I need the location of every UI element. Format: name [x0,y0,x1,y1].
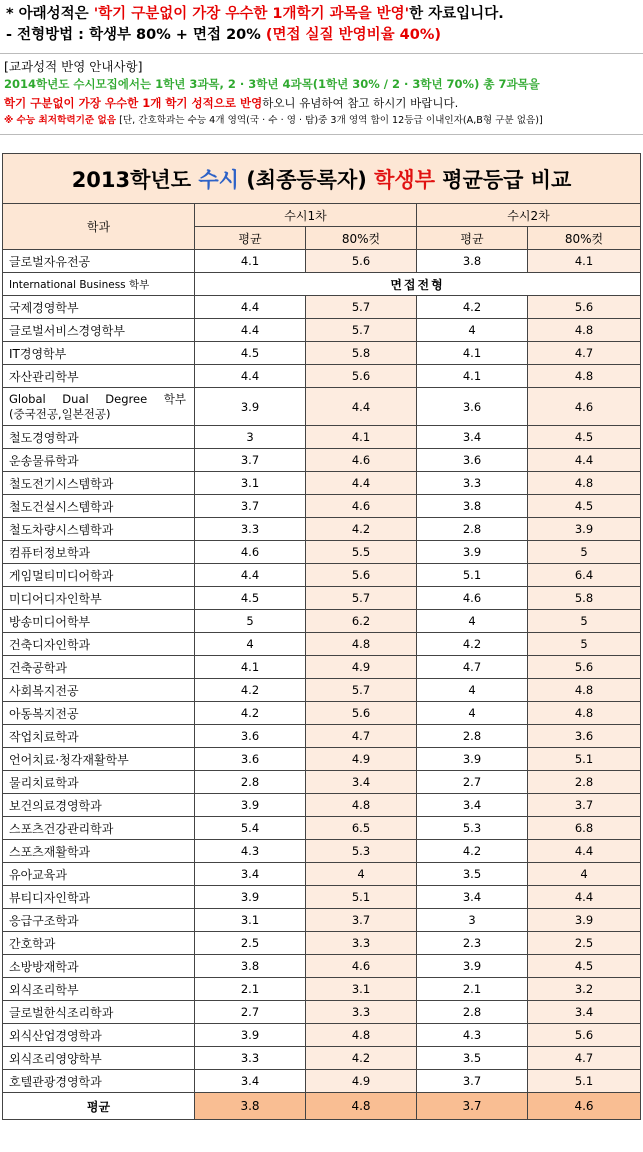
round1-avg-cell: 3.3 [195,518,306,541]
table-row [3,909,641,932]
round1-cut-cell: 3.3 [306,1001,417,1024]
round1-cut-cell: 5.6 [306,365,417,388]
dept-name-cell: 건축디자인학과 [3,633,195,656]
table-row [3,702,641,725]
round2-cut-cell: 5.6 [528,656,641,679]
footer-value-cell: 3.7 [417,1093,528,1120]
round1-cut-cell: 4.4 [306,472,417,495]
round2-cut-cell: 3.9 [528,909,641,932]
round1-cut-cell: 5.3 [306,840,417,863]
round2-cut-cell: 5 [528,541,641,564]
column-header-dept: 학과 [3,204,195,250]
table-row [3,388,641,426]
table-row [3,610,641,633]
table-row [3,748,641,771]
table-row [3,932,641,955]
dept-name: Global Dual Degree 학부 [9,392,186,406]
round2-cut-cell: 4.8 [528,702,641,725]
round2-avg-cell: 2.8 [417,1001,528,1024]
dept-name-sub: (중국전공,일본전공) [9,407,111,421]
round1-cut-cell: 4.1 [306,426,417,449]
table-row [3,1070,641,1093]
footer-label: 평균 [3,1093,195,1120]
dept-name-cell: 간호학과 [3,932,195,955]
notice-text: 하오니 유념하여 참고 하시기 바랍니다. [262,96,459,110]
dept-name-cell: 건축공학과 [3,656,195,679]
table-row [3,794,641,817]
round1-avg-cell: 3.6 [195,725,306,748]
dept-name-cell: 철도건설시스템학과 [3,495,195,518]
round2-avg-cell: 3.9 [417,955,528,978]
round2-cut-cell: 6.4 [528,564,641,587]
round1-avg-cell: 4.5 [195,587,306,610]
round1-cut-cell: 5.1 [306,886,417,909]
round2-avg-cell: 2.8 [417,725,528,748]
round1-avg-cell: 2.7 [195,1001,306,1024]
round2-cut-cell: 4.5 [528,495,641,518]
round2-cut-cell: 4.4 [528,449,641,472]
round2-cut-cell: 5.6 [528,1024,641,1047]
round2-cut-cell: 3.2 [528,978,641,1001]
round2-avg-cell: 5.3 [417,817,528,840]
round2-cut-cell: 5.6 [528,296,641,319]
dept-name-cell: 유아교육과 [3,863,195,886]
table-row [3,1001,641,1024]
round2-cut-cell: 4.7 [528,1047,641,1070]
round2-avg-cell: 3 [417,909,528,932]
footer-value-cell: 3.8 [195,1093,306,1120]
round2-avg-cell: 4.1 [417,342,528,365]
round1-avg-cell: 3.7 [195,495,306,518]
round1-cut-cell: 4.2 [306,1047,417,1070]
table-row [3,1047,641,1070]
round2-avg-cell: 2.7 [417,771,528,794]
round2-avg-cell: 4.2 [417,296,528,319]
round2-avg-cell: 4.6 [417,587,528,610]
table-row [3,679,641,702]
round1-avg-cell: 3 [195,426,306,449]
dept-name-cell: 호텔관광경영학과 [3,1070,195,1093]
round2-cut-cell: 3.7 [528,794,641,817]
table-row [3,296,641,319]
table-row [3,587,641,610]
table-row [3,273,641,296]
table-title: 2013학년도 수시 (최종등록자) 학생부 평균등급 비교 [3,154,641,204]
column-header-round2: 수시2차 [417,204,641,227]
dept-name-cell: 글로벌서비스경영학부 [3,319,195,342]
round2-cut-cell: 4.5 [528,426,641,449]
round2-avg-cell: 4.1 [417,365,528,388]
round1-avg-cell: 3.4 [195,863,306,886]
table-footer-row [3,1093,641,1120]
round1-cut-cell: 4.6 [306,449,417,472]
round2-avg-cell: 2.8 [417,518,528,541]
round2-avg-cell: 4 [417,610,528,633]
round1-avg-cell: 3.1 [195,909,306,932]
round2-avg-cell: 4 [417,679,528,702]
round1-cut-cell: 4.8 [306,794,417,817]
round1-avg-cell: 3.9 [195,886,306,909]
header-text: - 전형방법 : 학생부 80% + 면접 20% [6,27,266,43]
notice-line-3 [4,113,643,129]
round1-cut-cell: 5.8 [306,342,417,365]
round1-avg-cell: 3.7 [195,449,306,472]
dept-name-cell: 작업치료학과 [3,725,195,748]
round1-avg-cell: 3.4 [195,1070,306,1093]
round1-avg-cell: 3.9 [195,1024,306,1047]
column-header-cut: 80%컷 [306,227,417,250]
round2-avg-cell: 3.4 [417,426,528,449]
column-header-round1: 수시1차 [195,204,417,227]
round2-cut-cell: 4.5 [528,955,641,978]
round1-cut-cell: 4.2 [306,518,417,541]
table-row [3,633,641,656]
round1-cut-cell: 3.7 [306,909,417,932]
round1-avg-cell: 3.1 [195,472,306,495]
header-highlight: (면접 실질 반영비율 40%) [265,27,441,43]
round2-avg-cell: 3.8 [417,250,528,273]
round1-cut-cell: 5.7 [306,587,417,610]
round2-cut-cell: 5 [528,633,641,656]
round2-cut-cell: 2.8 [528,771,641,794]
round2-avg-cell: 3.9 [417,748,528,771]
round1-avg-cell: 4.1 [195,656,306,679]
round2-cut-cell: 2.5 [528,932,641,955]
round1-cut-cell: 6.2 [306,610,417,633]
notice-highlight: 학기 구분없이 가장 우수한 1개 학기 성적으로 반영 [4,96,263,110]
table-row [3,725,641,748]
dept-name-cell: International Business 학부 [3,273,195,296]
round1-avg-cell: 4.4 [195,296,306,319]
table-title-row [3,154,641,204]
dept-name-cell [3,388,195,426]
round2-avg-cell: 4 [417,702,528,725]
round1-cut-cell: 4.8 [306,633,417,656]
round2-avg-cell: 3.6 [417,388,528,426]
round1-cut-cell: 4.9 [306,656,417,679]
round2-avg-cell: 3.6 [417,449,528,472]
round1-cut-cell: 3.1 [306,978,417,1001]
table-row [3,817,641,840]
round1-cut-cell: 5.6 [306,702,417,725]
dept-name-cell: 글로벌자유전공 [3,250,195,273]
round1-avg-cell: 3.8 [195,955,306,978]
header-line-1 [6,4,643,25]
round1-avg-cell: 4.3 [195,840,306,863]
table-header-row [3,204,641,227]
round1-cut-cell: 4.9 [306,748,417,771]
round1-cut-cell: 4 [306,863,417,886]
round1-avg-cell: 5 [195,610,306,633]
table-row [3,840,641,863]
round1-cut-cell: 5.6 [306,250,417,273]
round1-cut-cell: 5.7 [306,296,417,319]
column-header-avg: 평균 [417,227,528,250]
footer-value-cell: 4.8 [306,1093,417,1120]
table-row [3,319,641,342]
dept-name-cell: 글로벌한식조리학과 [3,1001,195,1024]
table-row [3,771,641,794]
round2-avg-cell: 4.2 [417,840,528,863]
round1-cut-cell: 5.5 [306,541,417,564]
round1-avg-cell: 4.4 [195,564,306,587]
dept-name-cell: 게임멀티미디어학과 [3,564,195,587]
round1-avg-cell: 4.2 [195,702,306,725]
table-row [3,518,641,541]
round1-cut-cell: 4.4 [306,388,417,426]
dept-name-cell: 스포츠재활학과 [3,840,195,863]
table-row [3,250,641,273]
round2-cut-cell: 4 [528,863,641,886]
dept-name-cell: 소방방재학과 [3,955,195,978]
footer-value-cell: 4.6 [528,1093,641,1120]
dept-name-cell: 운송물류학과 [3,449,195,472]
dept-name-cell: 철도전기시스템학과 [3,472,195,495]
table-row [3,472,641,495]
round2-cut-cell: 4.7 [528,342,641,365]
round1-avg-cell: 4.1 [195,250,306,273]
round1-cut-cell: 4.6 [306,955,417,978]
dept-name-cell: 방송미디어학부 [3,610,195,633]
round2-cut-cell: 6.8 [528,817,641,840]
round2-avg-cell: 3.7 [417,1070,528,1093]
round1-avg-cell: 4 [195,633,306,656]
round1-cut-cell: 4.7 [306,725,417,748]
round2-cut-cell: 4.4 [528,840,641,863]
round1-avg-cell: 2.5 [195,932,306,955]
round2-avg-cell: 4.2 [417,633,528,656]
column-header-avg: 평균 [195,227,306,250]
column-header-cut: 80%컷 [528,227,641,250]
table-row [3,541,641,564]
header-text: * 아래성적은 [6,6,94,22]
round1-avg-cell: 3.6 [195,748,306,771]
dept-name-cell: 아동복지전공 [3,702,195,725]
table-row [3,978,641,1001]
table-row [3,863,641,886]
round2-cut-cell: 4.8 [528,679,641,702]
header-line-2 [6,25,643,46]
notice-line-1: 2014학년도 수시모집에서는 1학년 3과목, 2 · 3학년 4과목(1학년 30% / 2 · 3학년 70%) 총 7과목을 [4,77,540,91]
notice-box [0,53,643,135]
table-row [3,656,641,679]
round2-cut-cell: 5.1 [528,1070,641,1093]
dept-name-cell: 뷰티디자인학과 [3,886,195,909]
round2-avg-cell: 3.8 [417,495,528,518]
round1-avg-cell: 3.9 [195,794,306,817]
table-row [3,495,641,518]
table-row [3,564,641,587]
round2-cut-cell: 5.1 [528,748,641,771]
round2-avg-cell: 3.9 [417,541,528,564]
dept-name-cell: 외식산업경영학과 [3,1024,195,1047]
round2-avg-cell: 3.4 [417,794,528,817]
table-row [3,955,641,978]
round1-cut-cell: 4.9 [306,1070,417,1093]
table-row [3,886,641,909]
round2-avg-cell: 2.3 [417,932,528,955]
round2-cut-cell: 5.8 [528,587,641,610]
round1-avg-cell: 5.4 [195,817,306,840]
dept-name-cell: 국제경영학부 [3,296,195,319]
dept-name-cell: 컴퓨터정보학과 [3,541,195,564]
round2-avg-cell: 2.1 [417,978,528,1001]
notice-highlight: ※ 수능 최저학력기준 없음 [4,115,117,126]
round2-cut-cell: 3.4 [528,1001,641,1024]
round2-avg-cell: 3.5 [417,863,528,886]
round1-avg-cell: 4.2 [195,679,306,702]
round1-avg-cell: 2.8 [195,771,306,794]
round1-avg-cell: 2.1 [195,978,306,1001]
dept-name-cell: 스포츠건강관리학과 [3,817,195,840]
dept-name-cell: 외식조리영양학부 [3,1047,195,1070]
round2-avg-cell: 3.3 [417,472,528,495]
header-highlight: '학기 구분없이 가장 우수한 1개학기 과목을 반영' [93,6,410,22]
round2-cut-cell: 4.8 [528,365,641,388]
table-row [3,426,641,449]
round2-cut-cell: 4.8 [528,472,641,495]
round2-cut-cell: 4.4 [528,886,641,909]
round2-avg-cell: 4.7 [417,656,528,679]
round1-avg-cell: 4.6 [195,541,306,564]
round1-cut-cell: 3.3 [306,932,417,955]
round2-cut-cell: 4.8 [528,319,641,342]
dept-name-cell: 미디어디자인학부 [3,587,195,610]
round2-cut-cell: 4.6 [528,388,641,426]
dept-name-cell: 보건의료경영학과 [3,794,195,817]
round2-cut-cell: 3.9 [528,518,641,541]
round1-avg-cell: 4.5 [195,342,306,365]
round2-avg-cell: 3.4 [417,886,528,909]
dept-name-cell: IT경영학부 [3,342,195,365]
dept-name-cell: 사회복지전공 [3,679,195,702]
round1-cut-cell: 5.7 [306,679,417,702]
round1-cut-cell: 4.8 [306,1024,417,1047]
table-row [3,449,641,472]
round1-cut-cell: 4.6 [306,495,417,518]
dept-name-cell: 외식조리학부 [3,978,195,1001]
round1-cut-cell: 5.7 [306,319,417,342]
page-header [0,0,643,49]
grades-table [2,153,641,1120]
round1-avg-cell: 4.4 [195,319,306,342]
table-row [3,365,641,388]
table-row [3,1024,641,1047]
dept-name-cell: 철도경영학과 [3,426,195,449]
round2-cut-cell: 5 [528,610,641,633]
notice-text: [단, 간호학과는 수능 4개 영역(국 · 수 · 영 · 탐)중 3개 영역 합이 12등급 이내인자(A,B형 구분 없음)] [116,115,543,126]
dept-name-cell: 언어치료·청각재활학부 [3,748,195,771]
round1-cut-cell: 5.6 [306,564,417,587]
dept-name-cell: 물리치료학과 [3,771,195,794]
notice-title: [교과성적 반영 안내사항] [4,59,143,74]
round2-avg-cell: 4.3 [417,1024,528,1047]
round2-avg-cell: 5.1 [417,564,528,587]
notice-line-2 [4,94,643,113]
dept-name-cell: 응급구조학과 [3,909,195,932]
interview-note-cell: 면접전형 [195,273,641,296]
round2-cut-cell: 3.6 [528,725,641,748]
dept-name-cell: 자산관리학부 [3,365,195,388]
round1-cut-cell: 3.4 [306,771,417,794]
table-row [3,342,641,365]
round2-avg-cell: 3.5 [417,1047,528,1070]
round1-avg-cell: 4.4 [195,365,306,388]
round1-avg-cell: 3.3 [195,1047,306,1070]
round1-avg-cell: 3.9 [195,388,306,426]
round2-avg-cell: 4 [417,319,528,342]
dept-name-cell: 철도차량시스템학과 [3,518,195,541]
round2-cut-cell: 4.1 [528,250,641,273]
round1-cut-cell: 6.5 [306,817,417,840]
header-text: 한 자료입니다. [409,6,504,22]
